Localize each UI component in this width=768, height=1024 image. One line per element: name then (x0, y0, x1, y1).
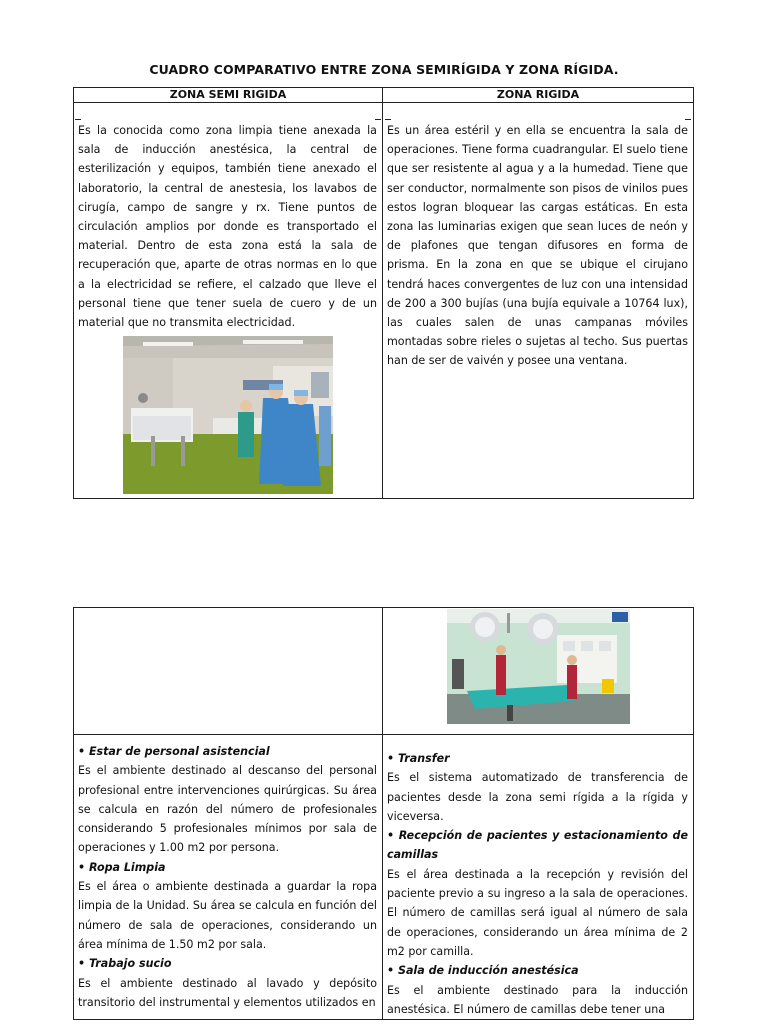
recovery-room-photo (123, 336, 333, 494)
corner-mark (685, 119, 691, 120)
corner-mark (385, 119, 391, 120)
heading-sala-induccion: • Sala de inducción anestésica (387, 964, 579, 978)
heading-trabajo-sucio: • Trabajo sucio (78, 957, 172, 971)
text-estar-personal: Es el ambiente destinado al descanso del personal profesional entre intervenciones quirúrgicas. Su área se calcula en razón del número de profesionales considerando 5 profesionales mínimos por sala de operaciones y 1.00 m2 por persona. (78, 764, 377, 855)
left-areas-cell (74, 735, 383, 1020)
text-sala-induccion: Es el ambiente destinado para la inducción anestésica. El número de camillas debe tener una (387, 983, 688, 1016)
semi-rigid-cell (74, 103, 383, 499)
rigid-cell (383, 103, 694, 499)
empty-cell (74, 608, 383, 735)
header-rigid: ZONA RIGIDA (383, 88, 694, 103)
operating-room-photo-cell (383, 608, 694, 735)
operating-room-photo (447, 609, 630, 724)
corner-mark (375, 119, 381, 120)
corner-mark (75, 119, 81, 120)
heading-transfer: • Transfer (387, 752, 450, 765)
rigid-description: Es un área estéril y en ella se encuentra la sala de operaciones. Tiene forma cuadrangular. El suelo tiene que ser resistente al agua y a la humedad. Tiene que ser conductor, normalmente son pisos de vinilos pues estos logran bloquear las cargas estáticas. En esta zona las luminarias exigen que sean luces de neón y de plafones que tengan difusores en forma de prisma. En la zona en que se ubique el cirujano tendrá haces convergentes de luz con una intensidad de 200 a 300 bujías (una bujía equivale a 10764 lux), las cuales salen de unas campanas móviles montadas sobre rieles o sujetas al techo. Sus puertas han de ser de vaivén y posee una ventana. (387, 124, 688, 368)
header-semi-rigid: ZONA SEMI RIGIDA (74, 88, 383, 103)
text-trabajo-sucio: Es el ambiente destinado al lavado y depósito transitorio del instrumental y elementos utilizados en (78, 976, 377, 1009)
areas-table (73, 607, 694, 1020)
text-transfer: Es el sistema automatizado de transferencia de pacientes desde la zona semi rígida a la rígida y viceversa. (387, 771, 688, 823)
heading-recepcion-pacientes: • Recepción de pacientes y estacionamiento de camillas (387, 829, 688, 862)
page-title: CUADRO COMPARATIVO ENTRE ZONA SEMIRÍGIDA Y ZONA RÍGIDA. (149, 62, 619, 77)
text-ropa-limpia: Es el área o ambiente destinada a guardar la ropa limpia de la Unidad. Su área se calcula en función del número de sala de operaciones, considerando un área mínima de 1.50 m2 por sala. (78, 880, 377, 951)
heading-estar-personal: • Estar de personal asistencial (78, 745, 270, 758)
text-recepcion-pacientes: Es el área destinada a la recepción y revisión del paciente previo a su ingreso a la sala de operaciones. El número de camillas será igual al número de sala de operaciones, considerando un área mínima de 2 m2 por camilla. (387, 867, 688, 958)
semi-rigid-description: Es la conocida como zona limpia tiene anexada la sala de inducción anestésica, la central de esterilización y equipos, también tiene anexado el laboratorio, la central de anestesia, los lavabos de cirugía, campo de sangre y rx. Tiene puntos de circulación amplios por donde es transportado el material. Dentro de esta zona está la sala de recuperación que, aparte de otras normas en lo que a la electricidad se refiere, el calzado que lleve el personal tiene que tener suela de cuero y de un material que no transmita electricidad. (78, 124, 377, 330)
comparison-table (73, 87, 694, 499)
right-areas-cell (383, 735, 694, 1020)
heading-ropa-limpia: • Ropa Limpia (78, 860, 166, 874)
